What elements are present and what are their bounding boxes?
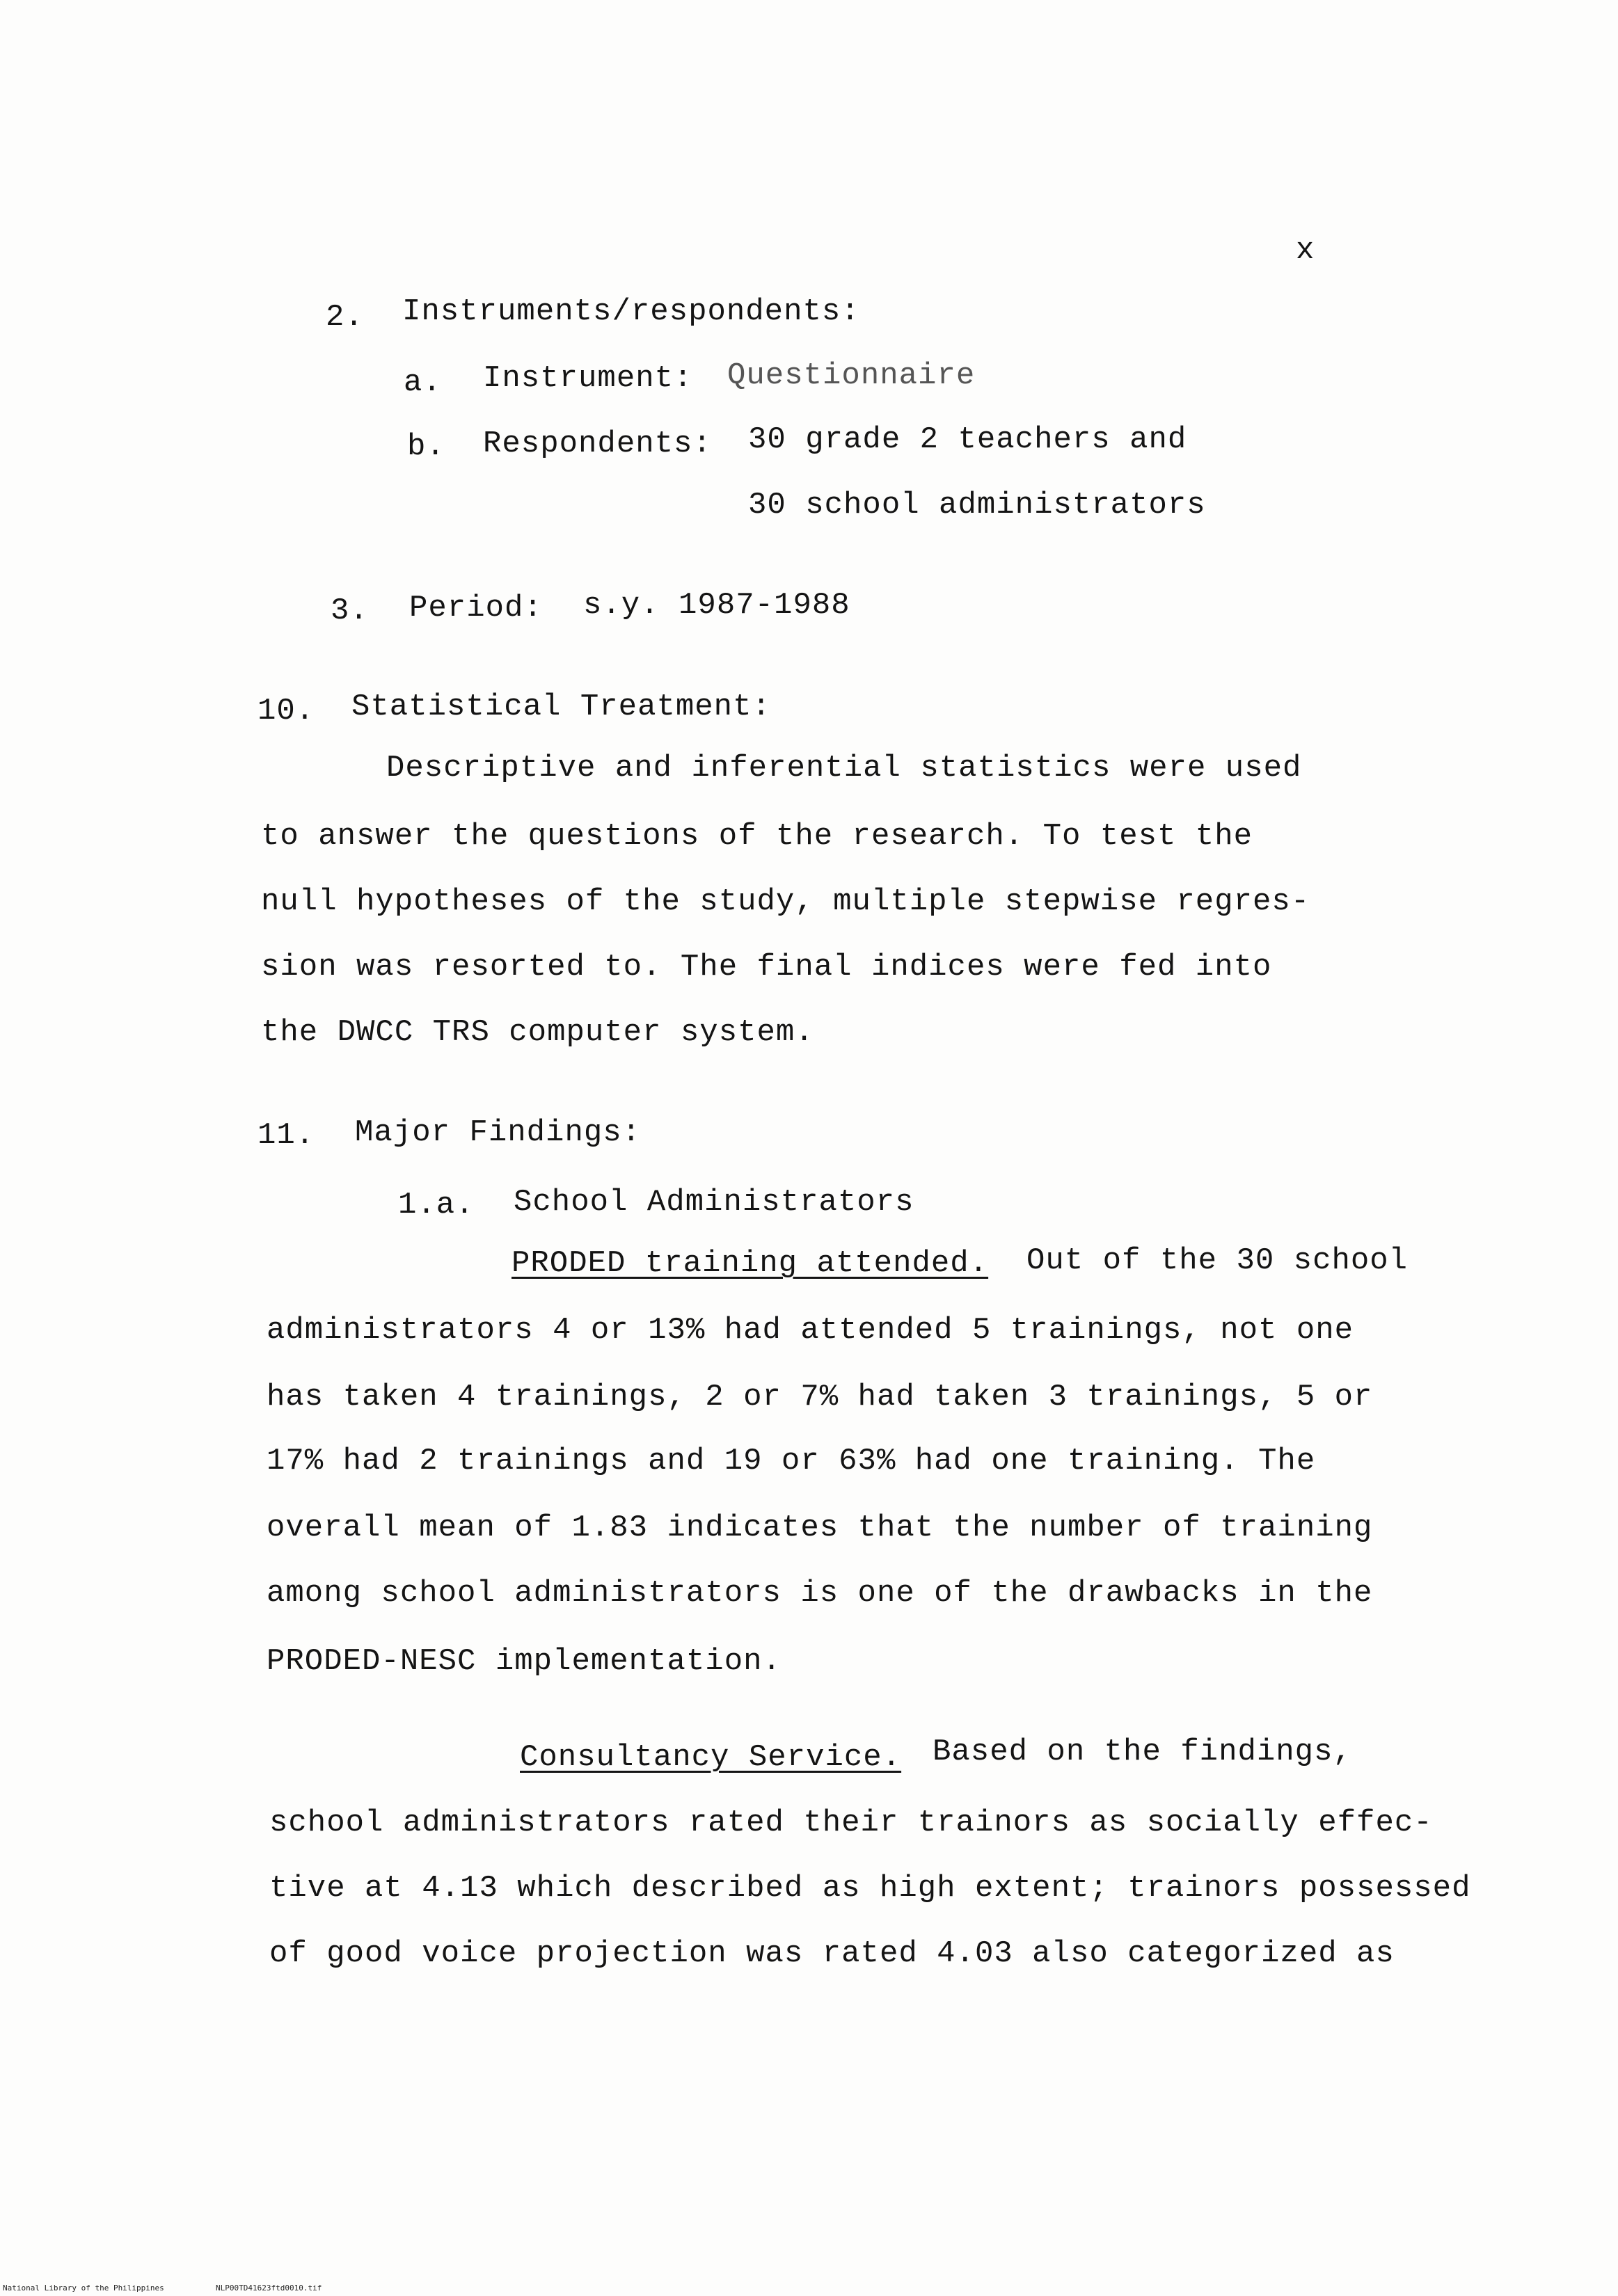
item-a-letter: a.: [404, 365, 442, 400]
para2-line: tive at 4.13 which described as high extent; trainors possessed: [269, 1871, 1471, 1906]
section-10-line: to answer the questions of the research. To test the: [261, 819, 1253, 854]
item-b-label: Respondents:: [483, 426, 712, 461]
section-11-number: 11.: [257, 1118, 315, 1153]
item-b-letter: b.: [407, 429, 445, 464]
section-11-heading: Major Findings:: [355, 1115, 642, 1150]
subsection-heading: School Administrators: [514, 1185, 914, 1220]
para1-line: administrators 4 or 13% had attended 5 trainings, not one: [267, 1313, 1354, 1348]
item-a-value: Questionnaire: [727, 358, 976, 393]
section-10-line: null hypotheses of the study, multiple stepwise regres-: [261, 884, 1310, 919]
item-b-value-line2: 30 school administrators: [748, 488, 1206, 523]
footer-library: National Library of the Philippines: [3, 2283, 164, 2293]
para1-line: 17% had 2 trainings and 19 or 63% had one training. The: [267, 1444, 1316, 1478]
section-10-line: sion was resorted to. The final indices were fed into: [261, 950, 1272, 984]
section-3-label: Period:: [409, 591, 543, 625]
para2-line: school administrators rated their trainors as socially effec-: [269, 1805, 1433, 1840]
para2-first-line: Based on the findings,: [933, 1735, 1352, 1769]
para2-line: of good voice projection was rated 4.03 also categorized as: [269, 1936, 1395, 1971]
section-10-line: the DWCC TRS computer system.: [261, 1015, 814, 1050]
section-10-number: 10.: [257, 694, 315, 728]
section-3-value: s.y. 1987-1988: [583, 588, 850, 623]
section-2-number: 2.: [326, 300, 364, 335]
para1-first-line: Out of the 30 school: [1026, 1243, 1409, 1278]
para1-line: among school administrators is one of the drawbacks in the: [267, 1576, 1373, 1611]
para1-line: PRODED-NESC implementation.: [267, 1644, 782, 1679]
para2-title: Consultancy Service.: [520, 1740, 902, 1775]
para1-title: PRODED training attended.: [511, 1246, 989, 1281]
para1-line: has taken 4 trainings, 2 or 7% had taken 3 trainings, 5 or: [267, 1380, 1373, 1414]
subsection-number: 1.a.: [398, 1188, 475, 1222]
section-10-line: Descriptive and inferential statistics were used: [386, 751, 1302, 786]
section-2-heading: Instruments/respondents:: [402, 294, 860, 329]
footer-file-id: NLP00TD41623ftd0010.tif: [216, 2283, 322, 2293]
page-marker: x: [1296, 233, 1315, 268]
item-b-value-line1: 30 grade 2 teachers and: [748, 422, 1187, 457]
section-3-number: 3.: [331, 593, 369, 628]
item-a-label: Instrument:: [483, 361, 693, 396]
para1-line: overall mean of 1.83 indicates that the number of training: [267, 1510, 1373, 1545]
section-10-heading: Statistical Treatment:: [351, 689, 771, 724]
